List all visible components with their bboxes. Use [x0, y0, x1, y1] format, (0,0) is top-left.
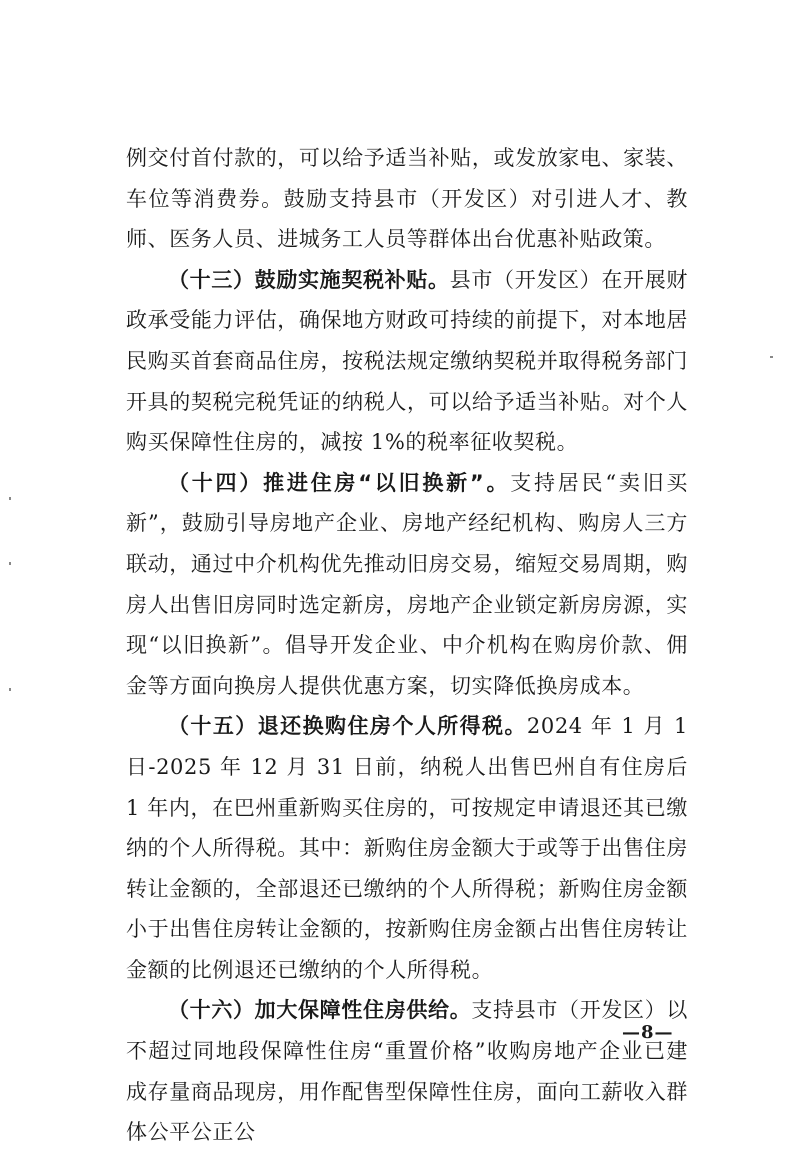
paragraph-body: 例交付首付款的，可以给予适当补贴，或发放家电、家装、车位等消费券。鼓励支持县市（开发区）对引进人才、教师、医务人员、进城务工人员等群体出台优惠补贴政策。	[126, 146, 688, 252]
scan-speck	[9, 562, 11, 565]
scan-speck	[770, 356, 773, 358]
paragraph-section-13	[126, 260, 688, 463]
paragraph-body: 2024 年 1 月 1 日-2025 年 12 月 31 日前，纳税人出售巴州自有住房后 1 年内，在巴州重新购买住房的，可按规定申请退还其已缴纳的个人所得税。其中：新购住房金额大于或等于出售住房转让金额的，全部退还已缴纳的个人所得税；新购住房金额小于出售住房转让金额的，按新购住房金额占出售住房转让金额的比例退还已缴纳的个人所得税。	[126, 714, 688, 982]
paragraph-body: 县市（开发区）在开展财政承受能力评估，确保地方财政可持续的前提下，对本地居民购买首套商品住房，按税法规定缴纳契税并取得税务部门开具的契税完税凭证的纳税人，可以给予适当补贴。对个人购买保障性住房的，减按 1%的税率征收契税。	[126, 267, 688, 455]
paragraph-section-14	[126, 463, 688, 707]
paragraph-body: 支持居民“卖旧买新”，鼓励引导房地产企业、房地产经纪机构、购房人三方联动，通过中介机构优先推动旧房交易，缩短交易周期，购房人出售旧房同时选定新房，房地产企业锁定新房房源，实现“以旧换新”。倡导开发企业、中介机构在购房价款、佣金等方面向换房人提供优惠方案，切实降低换房成本。	[126, 470, 688, 698]
paragraph-section-15	[126, 706, 688, 990]
section-heading: （十三）鼓励实施契税补贴。	[168, 267, 450, 292]
section-heading: （十五）退还换购住房个人所得税。	[168, 714, 527, 739]
paragraph-section-16	[126, 990, 688, 1152]
paragraph-continuation	[126, 138, 688, 260]
section-heading: （十六）加大保障性住房供给。	[168, 998, 472, 1023]
section-heading: （十四）推进住房“以旧换新”。	[168, 470, 511, 495]
body-text	[126, 138, 688, 1153]
scan-speck	[9, 497, 11, 500]
paragraph-body: 支持县市（开发区）以不超过同地段保障性住房“重置价格”收购房地产企业已建成存量商品现房，用作配售型保障性住房，面向工薪收入群体公平公正公	[126, 998, 688, 1145]
scan-speck	[9, 688, 11, 691]
page-number: —8—	[622, 1022, 674, 1043]
